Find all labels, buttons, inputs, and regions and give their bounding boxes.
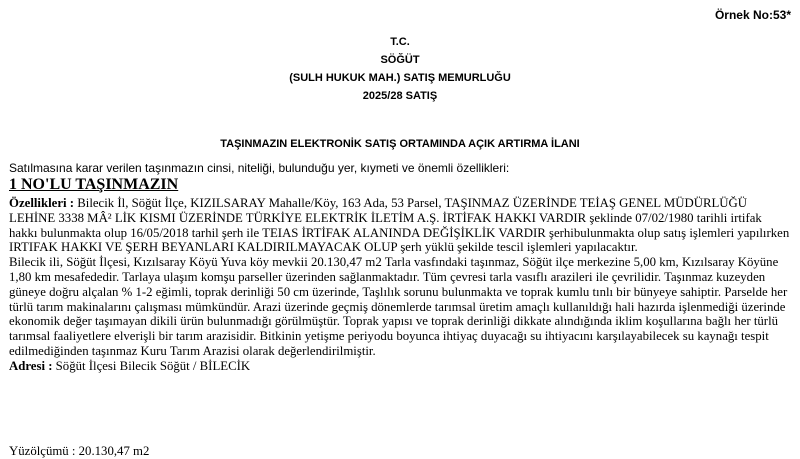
sample-number: Örnek No:53* [714,8,791,22]
header-line-tc: T.C. [390,36,410,48]
header-line-office: (SULH HUKUK MAH.) SATIŞ MEMURLUĞU [289,72,511,84]
property-details [9,196,793,374]
features-paragraph [9,196,793,255]
address-text: Söğüt İlçesi Bilecik Söğüt / BİLECİK [52,358,251,373]
header-line-city: SÖĞÜT [380,54,420,66]
features-text: Bilecik İl, Söğüt İlçe, KIZILSARAY Mahalle/Köy, 163 Ada, 53 Parsel, TAŞINMAZ ÜZERİNDE TEİAŞ GENEL MÜDÜRLÜĞÜ LEHİNE 3338 MÂ² LİK KISMI ÜZERİNDE TÜRKİYE ELEKTRİK İLETİM A.Ş. İRTİFAK HAKKI VARDIR şeklinde 07/02/1980 tarihli irtifak hakkı bulunmakta olup 16/05/2018 tarhil şerh ile TEIAS İRTİFAK ALANINDA DEĞİŞİKLİK VARDIR şerhibulunmakta olup satış işlemleri yapılırken IRTIFAK HAKKI VE ŞERH BEYANLARI KALDIRILMAYACAK OLUP şerh yüklü şekilde tescil işlemleri yapılacaktır. [9,196,790,255]
address-paragraph [9,359,793,374]
document-header [0,33,800,105]
address-label: Adresi : [9,358,53,373]
section-title: 1 NO'LU TAŞINMAZIN [9,176,179,193]
features-label: Özellikleri : [9,196,75,210]
announcement-title: TAŞINMAZIN ELEKTRONİK SATIŞ ORTAMINDA AÇIK ARTIRMA İLANI [220,138,580,150]
header-line-case-no: 2025/28 SATIŞ [362,90,438,102]
area-line-partial: Yüzölçümü : 20.130,47 m2 [9,444,150,458]
intro-text: Satılmasına karar verilen taşınmazın cinsi, niteliği, bulunduğu yer, kıymeti ve önemli özellikleri: [9,161,510,175]
description-paragraph: Bilecik ili, Söğüt İlçesi, Kızılsaray Köyü Yuva köy mevkii 20.130,47 m2 Tarla vasfındaki taşınmaz, Söğüt ilçe merkezine 5,00 km, Kızılsaray Köyüne 1,80 km mesafededir. Tarlaya ulaşım komşu parseller üzerinden sağlanmaktadır. Tüm çevresi tarla vasıflı arazileri ile çevrilidir. Taşınmaz kuzeyden güneye doğru alçalan % 1-2 eğimli, toprak derinliği 50 cm üzerinde, Taşlılık sorunu bulunmakta ve toprak kumlu tınlı bir bünyeye sahiptir. Parselde her türlü tarım makinalarını çalışması mümkündür. Arazi üzerinde geçmiş dönemlerde tarımsal üretim amaçlı kullanıldığı hali hazırda işlenmediği üzerinde ekonomik değer taşımayan dikili ürün bulunmadığı görülmüştür. Toprak yapısı ve toprak derinliği dikkate alındığında iklim koşullarına bağlı her türlü tarımsal faaliyetlere elverişli bir tarım arazisidir. Bitkinin yetişme periyodu boyunca ihtiyaç duyacağı su ihtiyacını karşılayabilecek su kaynağı tespit edilmediğinden taşınmaz Kuru Tarım Arazisi olarak değerlendirilmiştir. [9,255,788,358]
